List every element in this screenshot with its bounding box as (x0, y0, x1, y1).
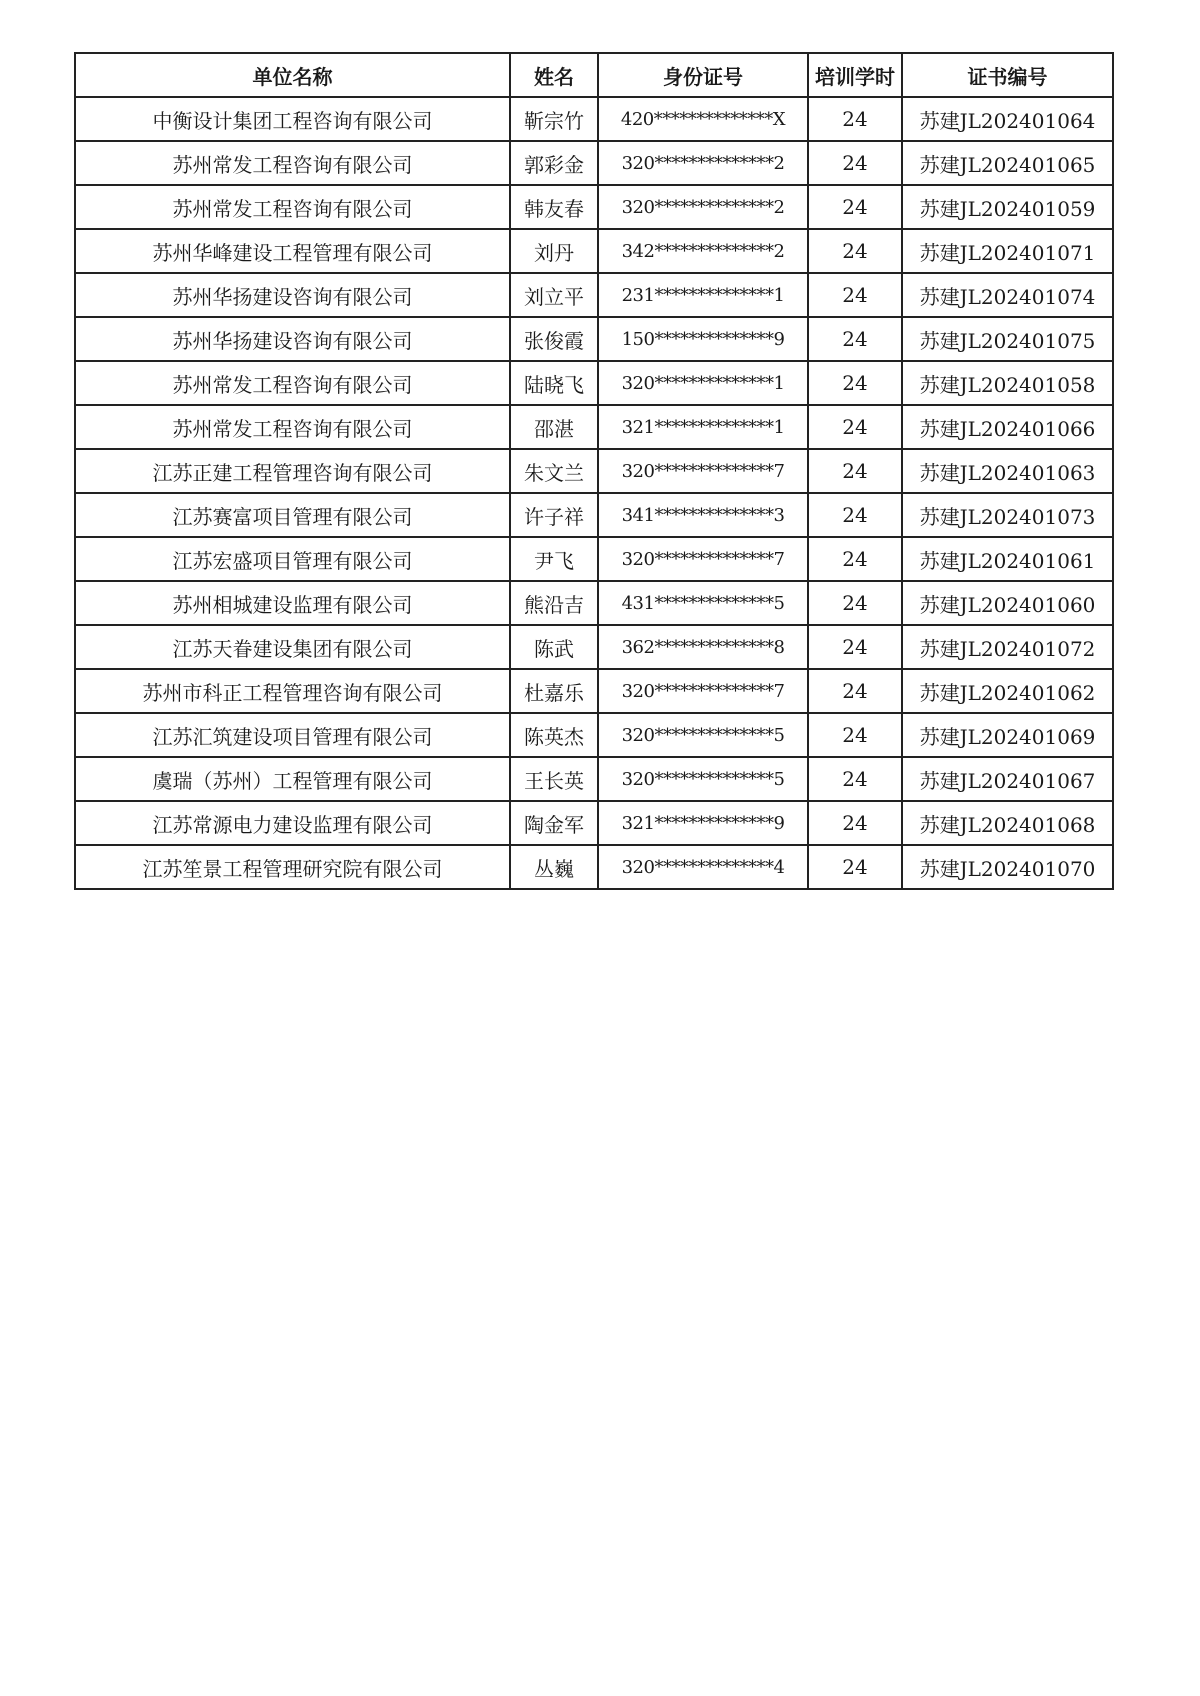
cell-id-number: 320**************2 (598, 141, 808, 185)
cell-name: 陆晓飞 (510, 361, 598, 405)
cell-name: 杜嘉乐 (510, 669, 598, 713)
cell-hours: 24 (808, 97, 902, 141)
cell-certificate: 苏建JL202401067 (902, 757, 1113, 801)
cell-id-number: 150**************9 (598, 317, 808, 361)
cell-name: 许子祥 (510, 493, 598, 537)
cell-hours: 24 (808, 449, 902, 493)
cell-id-number: 320**************2 (598, 185, 808, 229)
cell-name: 朱文兰 (510, 449, 598, 493)
cell-hours: 24 (808, 757, 902, 801)
table-row (75, 449, 1113, 493)
header-id-number: 身份证号 (598, 53, 808, 97)
cell-name: 靳宗竹 (510, 97, 598, 141)
cell-certificate: 苏建JL202401059 (902, 185, 1113, 229)
cell-name: 陈武 (510, 625, 598, 669)
cell-id-number: 420**************X (598, 97, 808, 141)
cell-hours: 24 (808, 845, 902, 889)
table-row (75, 625, 1113, 669)
cell-id-number: 320**************7 (598, 537, 808, 581)
cell-unit: 苏州华扬建设咨询有限公司 (75, 273, 510, 317)
header-unit: 单位名称 (75, 53, 510, 97)
cell-unit: 江苏常源电力建设监理有限公司 (75, 801, 510, 845)
cell-id-number: 341**************3 (598, 493, 808, 537)
cell-id-number: 231**************1 (598, 273, 808, 317)
cell-certificate: 苏建JL202401069 (902, 713, 1113, 757)
cell-hours: 24 (808, 625, 902, 669)
table-row (75, 537, 1113, 581)
cell-hours: 24 (808, 581, 902, 625)
cell-id-number: 320**************5 (598, 713, 808, 757)
table-row (75, 317, 1113, 361)
cell-certificate: 苏建JL202401070 (902, 845, 1113, 889)
cell-hours: 24 (808, 493, 902, 537)
cell-certificate: 苏建JL202401061 (902, 537, 1113, 581)
cell-name: 张俊霞 (510, 317, 598, 361)
table-row (75, 185, 1113, 229)
cell-hours: 24 (808, 273, 902, 317)
table-row (75, 229, 1113, 273)
cell-unit: 江苏笙景工程管理研究院有限公司 (75, 845, 510, 889)
cell-certificate: 苏建JL202401074 (902, 273, 1113, 317)
table-row (75, 757, 1113, 801)
cell-certificate: 苏建JL202401066 (902, 405, 1113, 449)
cell-name: 熊沿吉 (510, 581, 598, 625)
cell-hours: 24 (808, 669, 902, 713)
table-row (75, 361, 1113, 405)
cell-id-number: 431**************5 (598, 581, 808, 625)
cell-id-number: 362**************8 (598, 625, 808, 669)
cell-id-number: 320**************4 (598, 845, 808, 889)
cell-unit: 苏州常发工程咨询有限公司 (75, 185, 510, 229)
cell-certificate: 苏建JL202401073 (902, 493, 1113, 537)
cell-hours: 24 (808, 229, 902, 273)
table-row (75, 493, 1113, 537)
cell-unit: 江苏天眷建设集团有限公司 (75, 625, 510, 669)
table-row (75, 845, 1113, 889)
certificate-table (74, 52, 1114, 890)
cell-unit: 苏州相城建设监理有限公司 (75, 581, 510, 625)
cell-unit: 中衡设计集团工程咨询有限公司 (75, 97, 510, 141)
cell-hours: 24 (808, 361, 902, 405)
table-row (75, 405, 1113, 449)
cell-id-number: 342**************2 (598, 229, 808, 273)
cell-unit: 苏州常发工程咨询有限公司 (75, 141, 510, 185)
cell-unit: 苏州华扬建设咨询有限公司 (75, 317, 510, 361)
cell-hours: 24 (808, 317, 902, 361)
header-name: 姓名 (510, 53, 598, 97)
cell-hours: 24 (808, 537, 902, 581)
cell-certificate: 苏建JL202401064 (902, 97, 1113, 141)
cell-unit: 江苏正建工程管理咨询有限公司 (75, 449, 510, 493)
cell-name: 刘立平 (510, 273, 598, 317)
table-row (75, 581, 1113, 625)
cell-name: 丛巍 (510, 845, 598, 889)
table-row (75, 713, 1113, 757)
cell-hours: 24 (808, 801, 902, 845)
cell-id-number: 320**************1 (598, 361, 808, 405)
table-body (75, 97, 1113, 889)
cell-id-number: 321**************9 (598, 801, 808, 845)
cell-unit: 苏州常发工程咨询有限公司 (75, 405, 510, 449)
cell-certificate: 苏建JL202401063 (902, 449, 1113, 493)
cell-hours: 24 (808, 185, 902, 229)
cell-unit: 江苏宏盛项目管理有限公司 (75, 537, 510, 581)
header-row (75, 53, 1113, 97)
table-row (75, 141, 1113, 185)
cell-name: 刘丹 (510, 229, 598, 273)
table-row (75, 801, 1113, 845)
cell-certificate: 苏建JL202401068 (902, 801, 1113, 845)
table-header (75, 53, 1113, 97)
cell-certificate: 苏建JL202401072 (902, 625, 1113, 669)
cell-certificate: 苏建JL202401075 (902, 317, 1113, 361)
cell-name: 王长英 (510, 757, 598, 801)
cell-certificate: 苏建JL202401065 (902, 141, 1113, 185)
cell-name: 陶金军 (510, 801, 598, 845)
cell-unit: 虞瑞（苏州）工程管理有限公司 (75, 757, 510, 801)
header-hours: 培训学时 (808, 53, 902, 97)
cell-unit: 苏州华峰建设工程管理有限公司 (75, 229, 510, 273)
cell-id-number: 320**************7 (598, 669, 808, 713)
cell-name: 陈英杰 (510, 713, 598, 757)
cell-unit: 苏州市科正工程管理咨询有限公司 (75, 669, 510, 713)
cell-hours: 24 (808, 141, 902, 185)
cell-unit: 苏州常发工程咨询有限公司 (75, 361, 510, 405)
table-row (75, 273, 1113, 317)
cell-name: 尹飞 (510, 537, 598, 581)
cell-hours: 24 (808, 713, 902, 757)
cell-id-number: 320**************7 (598, 449, 808, 493)
cell-certificate: 苏建JL202401071 (902, 229, 1113, 273)
cell-name: 郭彩金 (510, 141, 598, 185)
cell-unit: 江苏赛富项目管理有限公司 (75, 493, 510, 537)
cell-name: 邵湛 (510, 405, 598, 449)
cell-id-number: 320**************5 (598, 757, 808, 801)
header-certificate: 证书编号 (902, 53, 1113, 97)
cell-name: 韩友春 (510, 185, 598, 229)
cell-certificate: 苏建JL202401060 (902, 581, 1113, 625)
cell-id-number: 321**************1 (598, 405, 808, 449)
cell-certificate: 苏建JL202401058 (902, 361, 1113, 405)
cell-unit: 江苏汇筑建设项目管理有限公司 (75, 713, 510, 757)
table-row (75, 669, 1113, 713)
table-row (75, 97, 1113, 141)
cell-certificate: 苏建JL202401062 (902, 669, 1113, 713)
cell-hours: 24 (808, 405, 902, 449)
